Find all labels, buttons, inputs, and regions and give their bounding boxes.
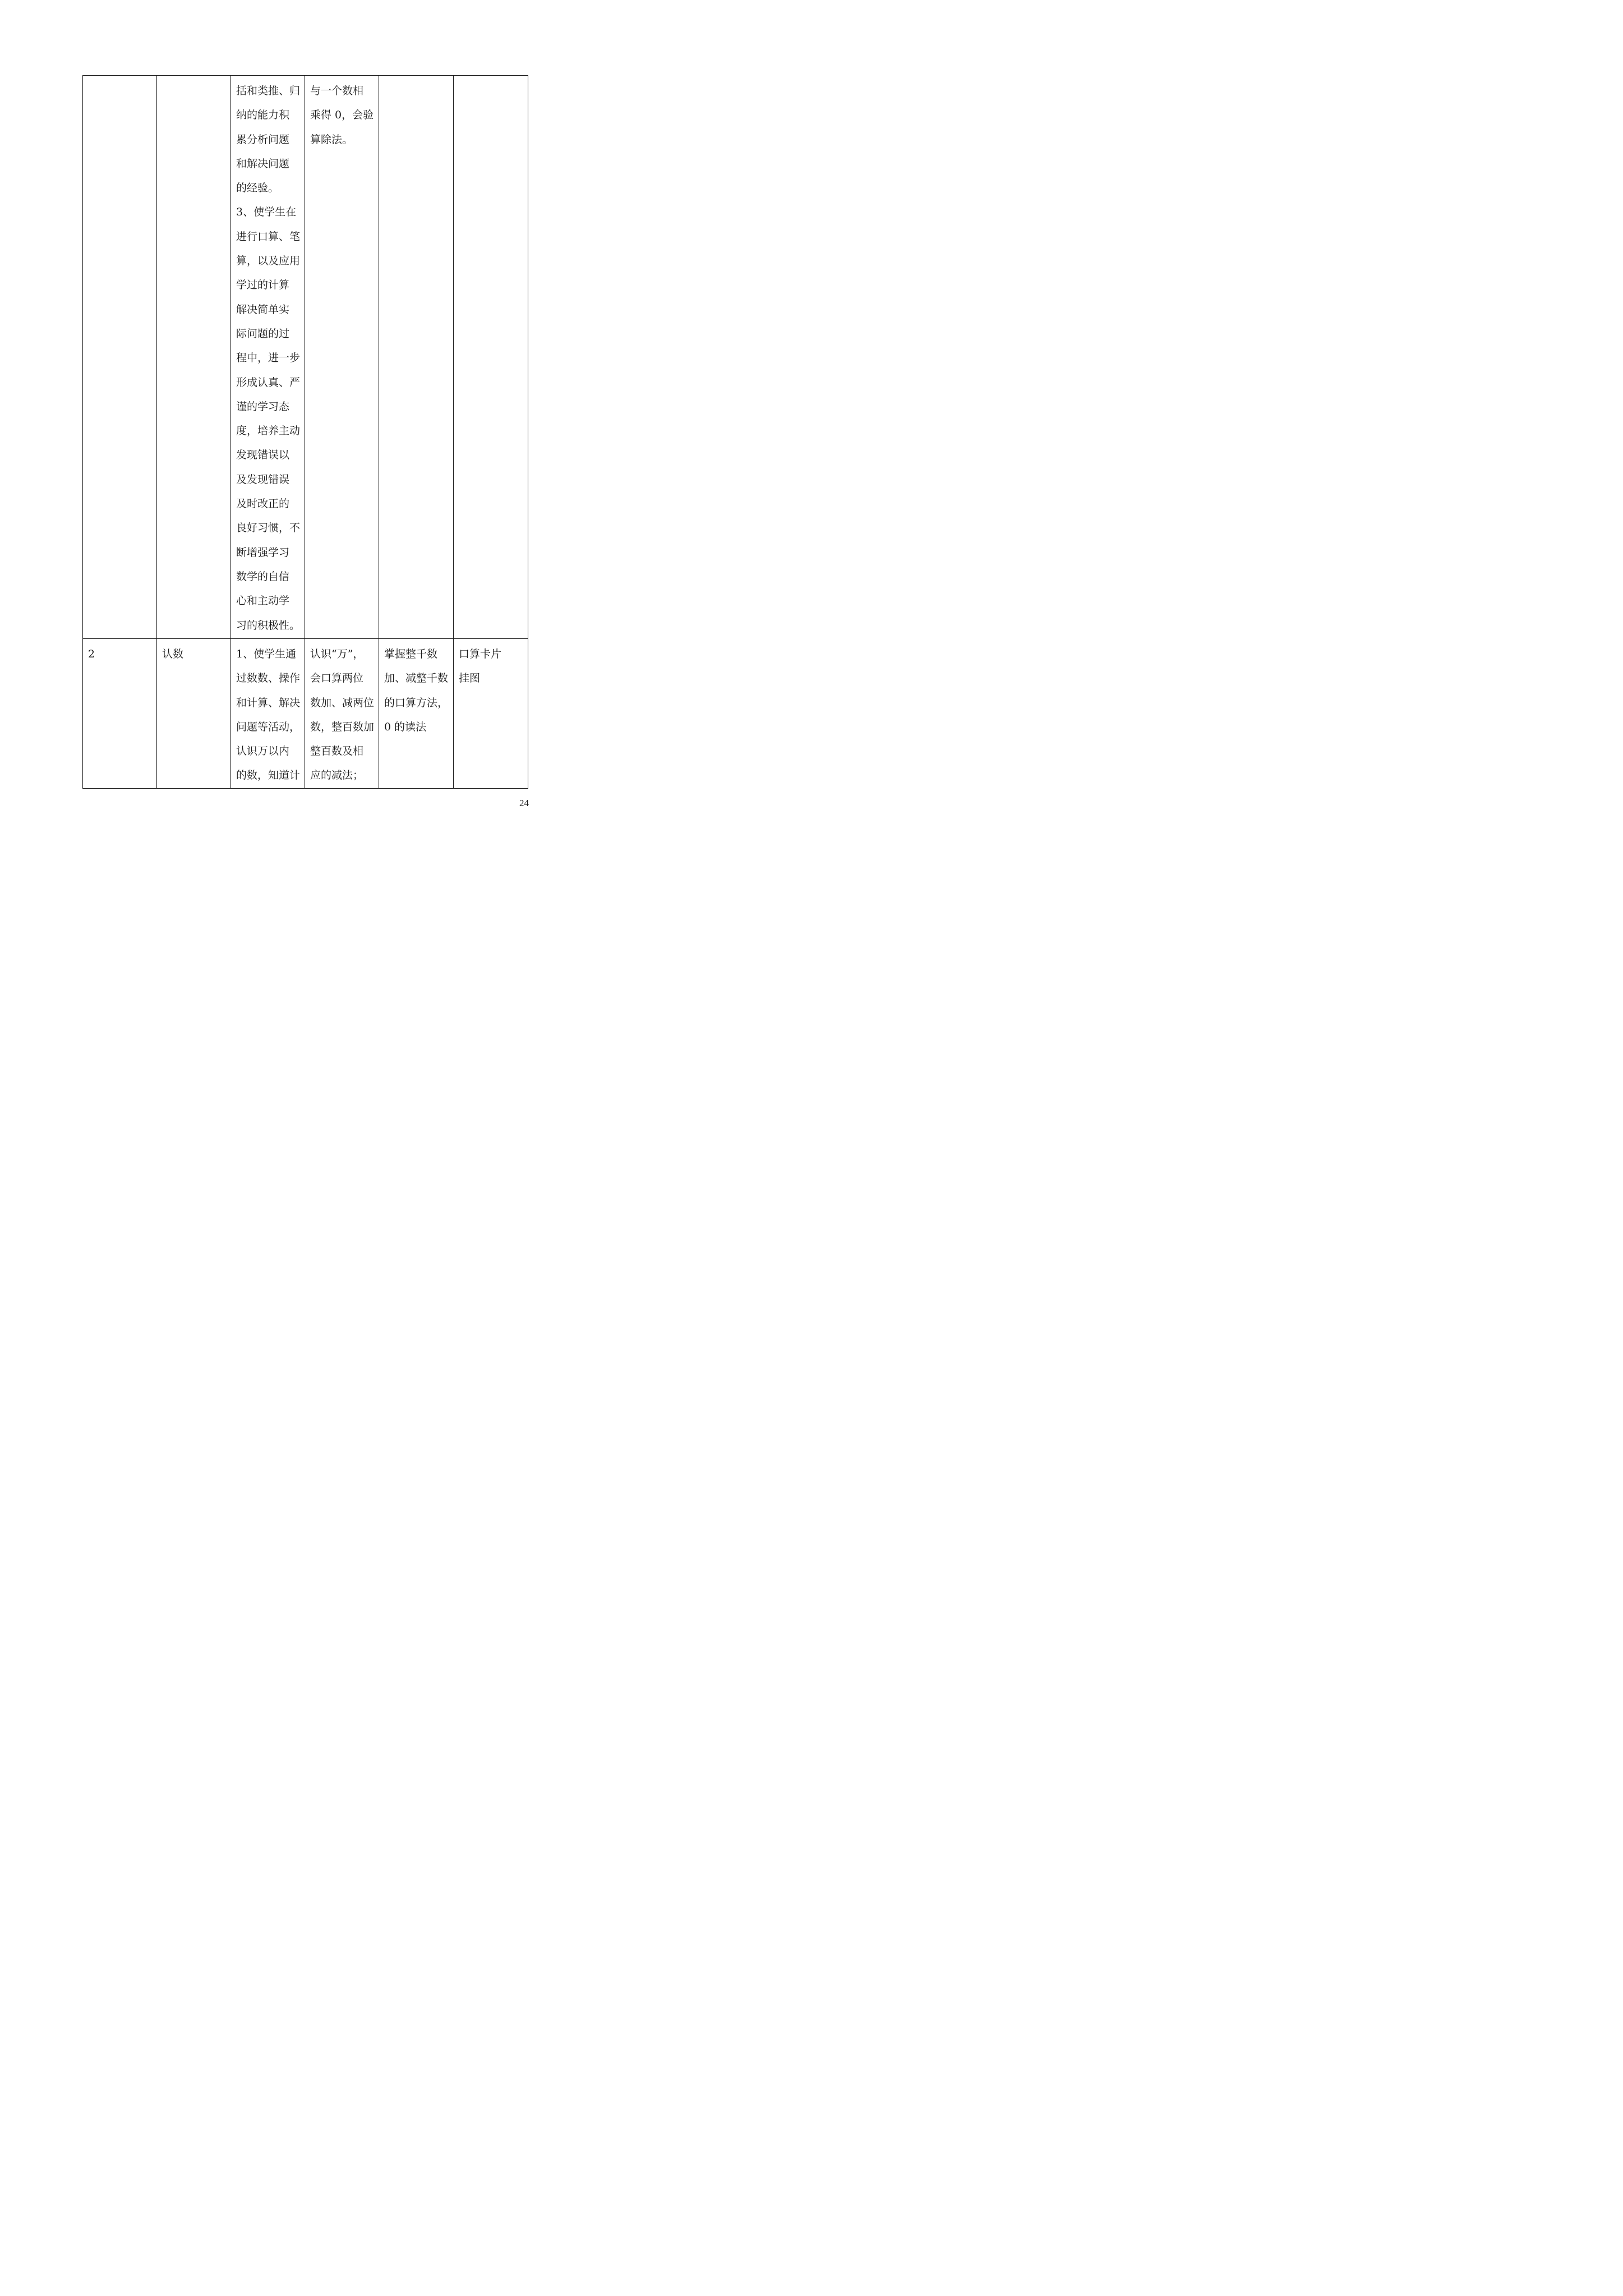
page-number: 24 <box>519 798 529 808</box>
table-cell: 认数 <box>157 639 231 789</box>
table-row <box>83 76 528 639</box>
table-cell: 口算卡片 挂图 <box>454 639 528 789</box>
table-cell <box>454 76 528 639</box>
table-cell: 2 <box>83 639 157 789</box>
table-cell: 认识“万”， 会口算两位 数加、减两位 数，整百数加 整百数及相 应的减法； <box>305 639 379 789</box>
table-cell: 1、使学生通 过数数、操作 和计算、解决 问题等活动， 认识万以内 的数，知道计 <box>231 639 305 789</box>
table-cell <box>379 76 454 639</box>
table-cell: 掌握整千数 加、减整千数 的口算方法， 0 的读法 <box>379 639 454 789</box>
table-cell <box>83 76 157 639</box>
document-page <box>0 0 619 875</box>
lesson-plan-table <box>82 75 528 789</box>
table-row <box>83 639 528 789</box>
table-cell: 括和类推、归 纳的能力积 累分析问题 和解决问题 的经验。 3、使学生在 进行口算、笔 算，以及应用 学过的计算 解决简单实 际问题的过 程中，进一步 形成认真、严 谨的学习态 度，培养主动 发现错误以 及发现错误 及时改正的 良好习惯，不 断增强学习 数学的自信 心和主动学 习的积极性。 <box>231 76 305 639</box>
table-cell: 与一个数相 乘得 0，会验 算除法。 <box>305 76 379 639</box>
table-cell <box>157 76 231 639</box>
